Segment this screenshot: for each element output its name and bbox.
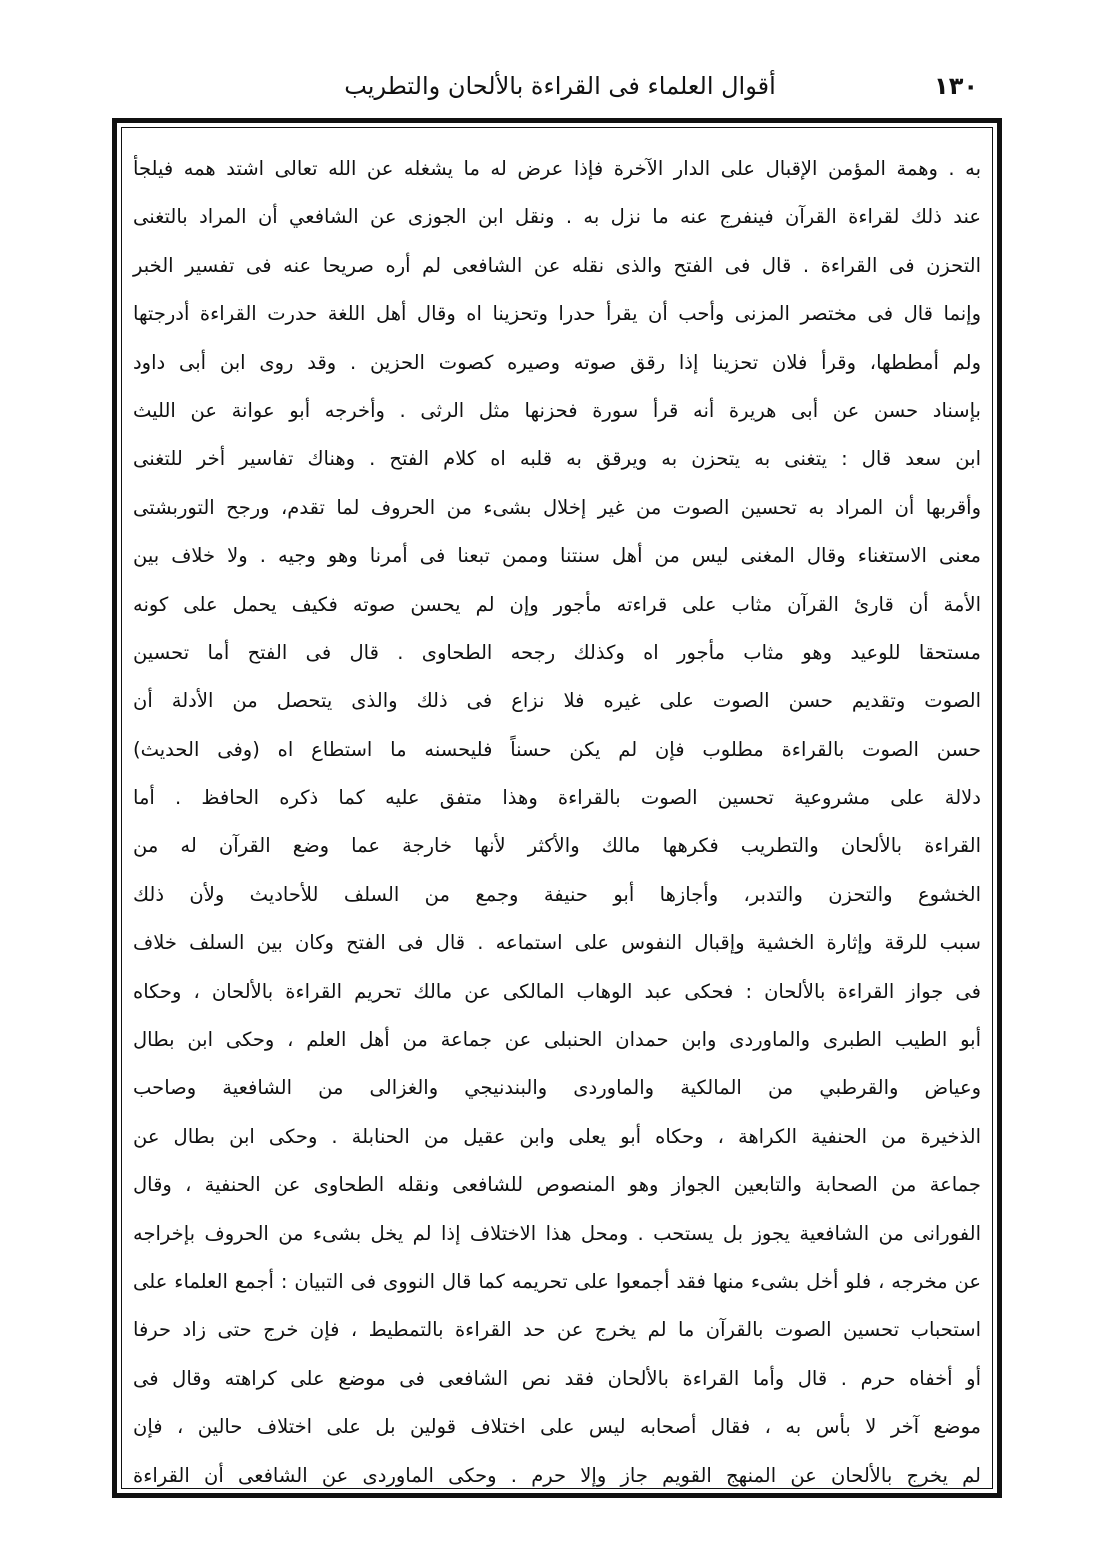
text-line: الأمة أن قارئ القرآن مثاب على قراءته مأجور وإن لم يحسن صوته فكيف يحمل على كونه — [133, 592, 981, 616]
text-line: جماعة من الصحابة والتابعين الجواز وهو المنصوص للشافعى ونقله الطحاوى عن الحنفية ، وقال — [133, 1173, 981, 1197]
text-line: ابن سعد قال : يتغنى به يتحزن به ويرقق به قلبه اه كلام الفتح . وهناك تفاسير أخر للتغنى — [133, 447, 981, 471]
text-line: القراءة بالألحان والتطريب فكرهها مالك والأكثر لأنها خارجة عما وضع القرآن له من — [133, 834, 981, 858]
page-frame-border — [112, 118, 1002, 1498]
text-line: وعياض والقرطبي من المالكية والماوردى والبندنيجي والغزالى من الشافعية وصاحب — [133, 1076, 981, 1100]
text-line: لم يخرج بالألحان عن المنهج القويم جاز وإلا حرم . وحكى الماوردى عن الشافعى أن القراءة — [133, 1463, 981, 1487]
text-line: عن مخرجه ، فلو أخل بشىء منها فقد أجمعوا على تحريمه كما قال النووى فى التبيان : أجمع العلماء على — [133, 1269, 981, 1293]
text-line: موضع آخر لا بأس به ، فقال أصحابه ليس على اختلاف قولين بل على اختلاف حالين ، فإن — [133, 1415, 981, 1439]
text-line: استحباب تحسين الصوت بالقرآن ما لم يخرج عن حد القراءة بالتمطيط ، فإن خرج حتى زاد حرفا — [133, 1318, 981, 1342]
text-line: دلالة على مشروعية تحسين الصوت بالقراءة وهذا متفق عليه كما ذكره الحافظ . أما — [133, 786, 981, 810]
text-line: التحزن فى القراءة . قال فى الفتح والذى نقله عن الشافعى لم أره صريحا عنه فى تفسير الخبر — [133, 253, 981, 277]
text-line: فى جواز القراءة بالألحان : فحكى عبد الوهاب المالكى عن مالك تحريم القراءة بالألحان ، وحكاه — [133, 979, 981, 1003]
text-line: به . وهمة المؤمن الإقبال على الدار الآخرة فإذا عرض له ما يشغله عن الله تعالى اشتد همه فيلجأ — [133, 157, 981, 180]
text-line: الصوت وتقديم حسن الصوت على غيره فلا نزاع فى ذلك والذى يتحصل من الأدلة أن — [133, 689, 981, 713]
text-line: أو أخفاه حرم . قال وأما القراءة بالألحان فقد نص الشافعى فى موضع على كراهته وقال فى — [133, 1366, 981, 1390]
text-line: أبو الطيب الطبرى والماوردى وابن حمدان الحنبلى عن جماعة من أهل العلم ، وحكى ابن بطال — [133, 1028, 981, 1052]
text-line: بإسناد حسن عن أبى هريرة أنه قرأ سورة فحزنها مثل الرثى . وأخرجه أبو عوانة عن الليث — [133, 398, 981, 422]
text-line: عند ذلك لقراءة القرآن فينفرج عنه ما نزل به . ونقل ابن الجوزى عن الشافعي أن المراد بالتغنى — [133, 205, 981, 229]
text-line: وإنما قال فى مختصر المزنى وأحب أن يقرأ حدرا وتحزينا اه وقال أهل اللغة حدرت القراءة أدرجتها — [133, 302, 981, 326]
running-title: أقوال العلماء فى القراءة بالألحان والتطريب — [344, 72, 776, 100]
page-header — [120, 70, 1000, 114]
page-number: ١٣٠ — [934, 72, 978, 100]
text-line: الفورانى من الشافعية يجوز بل يستحب . ومحل هذا الاختلاف إذا لم يخل بشىء من الحروف بإخراجه — [133, 1221, 981, 1245]
text-line: الذخيرة من الحنفية الكراهة ، وحكاه أبو يعلى وابن عقيل من الحنابلة . وحكى ابن بطال عن — [133, 1124, 981, 1148]
text-line: معنى الاستغناء وقال المغنى ليس من أهل سنتنا وممن تبعنا فى أمرنا وهو وجيه . ولا خلاف بين — [133, 544, 981, 568]
text-line: ولم أمططها، وقرأ فلان تحزينا إذا رقق صوته وصيره كصوت الحزين . وقد روى ابن أبى داود — [133, 350, 981, 374]
text-line: سبب للرقة وإثارة الخشية وإقبال النفوس على استماعه . قال فى الفتح وكان بين السلف خلاف — [133, 931, 981, 955]
text-line: حسن الصوت بالقراءة مطلوب فإن لم يكن حسناً فليحسنه ما استطاع اه (وفى الحديث) — [133, 737, 981, 761]
body-text — [133, 145, 981, 1500]
text-line: وأقربها أن المراد به تحسين الصوت من غير إخلال بشىء من الحروف لما تقدم، ورجح التوربشتى — [133, 495, 981, 519]
text-line: الخشوع والتحزن والتدبر، وأجازها أبو حنيفة وجمع من السلف للأحاديث ولأن ذلك — [133, 882, 981, 906]
text-line: مستحقا للوعيد وهو مثاب مأجور اه وكذلك رجحه الطحاوى . قال فى الفتح أما تحسين — [133, 640, 981, 664]
